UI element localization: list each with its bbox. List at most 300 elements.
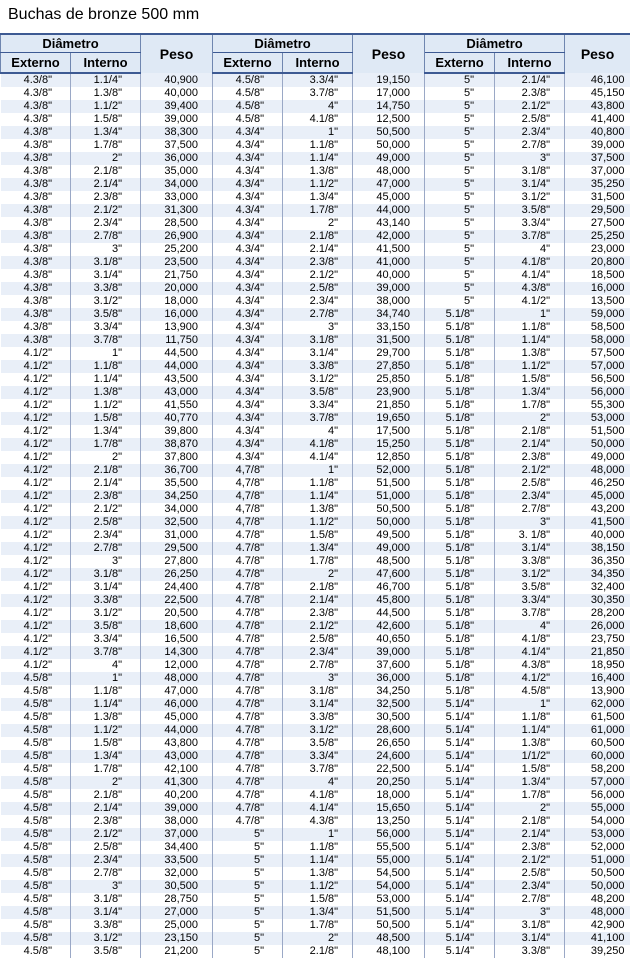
- table-row: [1, 529, 630, 542]
- cell-peso-3: 61,500: [565, 711, 630, 724]
- cell-externo-3: 5.1/8": [425, 633, 495, 646]
- table-row: [1, 113, 630, 126]
- cell-interno-2: 1.3/4": [283, 191, 353, 204]
- table-row: [1, 659, 630, 672]
- cell-peso-1: 33,000: [141, 191, 213, 204]
- cell-interno-3: 1.3/4": [495, 386, 565, 399]
- cell-externo-2: 4.7/8": [213, 646, 283, 659]
- cell-externo-3: 5.1/8": [425, 386, 495, 399]
- cell-externo-2: 4.3/4": [213, 399, 283, 412]
- cell-peso-3: 23,750: [565, 633, 630, 646]
- cell-externo-3: 5.1/8": [425, 568, 495, 581]
- cell-peso-2: 54,000: [353, 880, 425, 893]
- cell-interno-2: 2.3/4": [283, 295, 353, 308]
- cell-externo-1: 4.3/8": [1, 152, 71, 165]
- cell-interno-2: 1.1/8": [283, 477, 353, 490]
- header-externo-1: Externo: [1, 53, 71, 74]
- cell-peso-2: 20,250: [353, 776, 425, 789]
- table-row: [1, 256, 630, 269]
- cell-peso-1: 31,300: [141, 204, 213, 217]
- cell-interno-2: 1.3/8": [283, 503, 353, 516]
- cell-peso-3: 35,250: [565, 178, 630, 191]
- cell-peso-1: 43,000: [141, 750, 213, 763]
- cell-peso-3: 42,900: [565, 919, 630, 932]
- cell-interno-1: 1.1/2": [71, 399, 141, 412]
- cell-externo-2: 4.3/4": [213, 425, 283, 438]
- cell-peso-2: 54,500: [353, 867, 425, 880]
- cell-interno-1: 2.1/2": [71, 828, 141, 841]
- cell-externo-3: 5.1/8": [425, 607, 495, 620]
- cell-interno-1: 2.1/4": [71, 477, 141, 490]
- cell-externo-1: 4.5/8": [1, 932, 71, 945]
- cell-externo-2: 5": [213, 880, 283, 893]
- table-row: [1, 789, 630, 802]
- cell-interno-3: 2.5/8": [495, 867, 565, 880]
- cell-externo-2: 4.7/8": [213, 581, 283, 594]
- cell-externo-3: 5.1/8": [425, 620, 495, 633]
- table-row: [1, 386, 630, 399]
- table-row: [1, 919, 630, 932]
- cell-externo-3: 5.1/8": [425, 347, 495, 360]
- cell-peso-3: 55,000: [565, 802, 630, 815]
- cell-peso-2: 19,650: [353, 412, 425, 425]
- cell-interno-3: 3.3/8": [495, 555, 565, 568]
- cell-peso-1: 26,900: [141, 230, 213, 243]
- table-row: [1, 100, 630, 113]
- cell-externo-3: 5.1/4": [425, 776, 495, 789]
- cell-peso-1: 34,000: [141, 503, 213, 516]
- cell-externo-2: 4.3/4": [213, 191, 283, 204]
- table-row: [1, 152, 630, 165]
- cell-peso-2: 51,500: [353, 906, 425, 919]
- cell-peso-1: 22,500: [141, 594, 213, 607]
- cell-interno-3: 1.5/8": [495, 763, 565, 776]
- cell-externo-1: 4.5/8": [1, 841, 71, 854]
- cell-externo-1: 4.5/8": [1, 893, 71, 906]
- table-row: [1, 334, 630, 347]
- cell-externo-2: 5": [213, 932, 283, 945]
- cell-externo-2: 5": [213, 919, 283, 932]
- cell-externo-3: 5.1/4": [425, 711, 495, 724]
- cell-interno-2: 1.1/8": [283, 841, 353, 854]
- table-row: [1, 854, 630, 867]
- cell-peso-3: 51,500: [565, 425, 630, 438]
- cell-externo-2: 4.7/8": [213, 724, 283, 737]
- cell-interno-1: 2.3/4": [71, 529, 141, 542]
- cell-interno-2: 2.5/8": [283, 282, 353, 295]
- cell-interno-2: 1.3/4": [283, 906, 353, 919]
- cell-interno-3: 3.1/4": [495, 178, 565, 191]
- cell-externo-3: 5.1/8": [425, 308, 495, 321]
- cell-externo-2: 4.7/8": [213, 776, 283, 789]
- cell-interno-3: 4.1/2": [495, 295, 565, 308]
- table-row: [1, 841, 630, 854]
- cell-externo-1: 4.3/8": [1, 230, 71, 243]
- cell-peso-2: 56,000: [353, 828, 425, 841]
- cell-peso-3: 41,500: [565, 516, 630, 529]
- table-row: [1, 607, 630, 620]
- cell-interno-3: 2.7/8": [495, 893, 565, 906]
- cell-peso-1: 28,750: [141, 893, 213, 906]
- cell-externo-3: 5.1/4": [425, 867, 495, 880]
- cell-interno-2: 1.1/4": [283, 490, 353, 503]
- table-row: [1, 230, 630, 243]
- cell-peso-3: 62,000: [565, 698, 630, 711]
- cell-externo-2: 4,7/8": [213, 477, 283, 490]
- cell-peso-2: 47,600: [353, 568, 425, 581]
- cell-externo-3: 5": [425, 204, 495, 217]
- cell-externo-2: 4.3/4": [213, 451, 283, 464]
- cell-peso-3: 41,400: [565, 113, 630, 126]
- cell-peso-1: 30,500: [141, 880, 213, 893]
- cell-externo-2: 4.7/8": [213, 698, 283, 711]
- cell-externo-1: 4.5/8": [1, 737, 71, 750]
- table-row: [1, 126, 630, 139]
- cell-interno-1: 1.1/8": [71, 685, 141, 698]
- cell-externo-2: 5": [213, 841, 283, 854]
- cell-interno-3: 2.1/8": [495, 815, 565, 828]
- cell-interno-1: 3.3/8": [71, 919, 141, 932]
- cell-peso-1: 39,400: [141, 100, 213, 113]
- cell-peso-2: 49,500: [353, 529, 425, 542]
- cell-peso-1: 44,500: [141, 347, 213, 360]
- cell-peso-2: 17,000: [353, 87, 425, 100]
- cell-interno-2: 4.3/8": [283, 815, 353, 828]
- cell-interno-1: 3.1/4": [71, 906, 141, 919]
- cell-peso-2: 51,000: [353, 490, 425, 503]
- cell-externo-3: 5.1/4": [425, 789, 495, 802]
- cell-externo-2: 4.7/8": [213, 555, 283, 568]
- cell-interno-3: 4.1/4": [495, 269, 565, 282]
- cell-peso-2: 49,000: [353, 542, 425, 555]
- cell-externo-1: 4.5/8": [1, 867, 71, 880]
- cell-externo-1: 4.5/8": [1, 945, 71, 958]
- cell-externo-3: 5.1/8": [425, 685, 495, 698]
- header-diametro-2: Diâmetro: [213, 34, 353, 53]
- cell-interno-2: 1": [283, 828, 353, 841]
- cell-interno-3: 3.1/8": [495, 165, 565, 178]
- cell-interno-2: 2.3/8": [283, 607, 353, 620]
- cell-peso-2: 42,600: [353, 620, 425, 633]
- cell-peso-2: 24,600: [353, 750, 425, 763]
- table-row: [1, 412, 630, 425]
- cell-externo-2: 4.3/4": [213, 347, 283, 360]
- header-interno-3: Interno: [495, 53, 565, 74]
- table-row: [1, 269, 630, 282]
- cell-interno-2: 1.1/2": [283, 178, 353, 191]
- cell-interno-3: 3.5/8": [495, 204, 565, 217]
- cell-interno-2: 4.1/4": [283, 802, 353, 815]
- cell-externo-3: 5.1/4": [425, 945, 495, 958]
- cell-externo-2: 5": [213, 828, 283, 841]
- cell-peso-3: 13,500: [565, 295, 630, 308]
- cell-interno-2: 2.1/2": [283, 269, 353, 282]
- cell-peso-3: 49,000: [565, 451, 630, 464]
- cell-peso-2: 41,500: [353, 243, 425, 256]
- cell-peso-3: 55,300: [565, 399, 630, 412]
- cell-interno-2: 4": [283, 776, 353, 789]
- bushing-specs-table: [0, 33, 630, 958]
- cell-peso-3: 56,000: [565, 386, 630, 399]
- cell-peso-2: 49,000: [353, 152, 425, 165]
- header-peso-3: Peso: [565, 34, 630, 73]
- cell-externo-1: 4.1/2": [1, 503, 71, 516]
- cell-externo-3: 5.1/8": [425, 451, 495, 464]
- cell-interno-1: 3.1/8": [71, 893, 141, 906]
- cell-peso-1: 14,300: [141, 646, 213, 659]
- cell-peso-3: 31,500: [565, 191, 630, 204]
- cell-externo-2: 5": [213, 867, 283, 880]
- cell-interno-2: 3.1/2": [283, 724, 353, 737]
- cell-peso-3: 58,500: [565, 321, 630, 334]
- cell-peso-2: 18,000: [353, 789, 425, 802]
- cell-externo-1: 4.1/2": [1, 646, 71, 659]
- cell-externo-1: 4.3/8": [1, 191, 71, 204]
- cell-peso-2: 39,000: [353, 282, 425, 295]
- cell-peso-3: 45,000: [565, 490, 630, 503]
- cell-peso-3: 57,000: [565, 360, 630, 373]
- cell-externo-2: 4.7/8": [213, 620, 283, 633]
- table-row: [1, 373, 630, 386]
- cell-externo-3: 5": [425, 282, 495, 295]
- cell-externo-3: 5.1/4": [425, 737, 495, 750]
- table-row: [1, 477, 630, 490]
- table-row: [1, 945, 630, 958]
- cell-interno-1: 2": [71, 451, 141, 464]
- cell-externo-2: 5": [213, 906, 283, 919]
- cell-peso-3: 53,000: [565, 412, 630, 425]
- cell-interno-1: 2.7/8": [71, 542, 141, 555]
- cell-externo-3: 5.1/8": [425, 581, 495, 594]
- cell-peso-3: 48,000: [565, 906, 630, 919]
- cell-interno-1: 2.7/8": [71, 230, 141, 243]
- cell-peso-1: 35,500: [141, 477, 213, 490]
- cell-peso-1: 32,000: [141, 867, 213, 880]
- cell-peso-3: 46,100: [565, 73, 630, 87]
- cell-peso-1: 12,000: [141, 659, 213, 672]
- cell-interno-1: 2.1/8": [71, 789, 141, 802]
- cell-peso-3: 13,900: [565, 685, 630, 698]
- cell-externo-2: 4.3/4": [213, 282, 283, 295]
- cell-interno-3: 1": [495, 698, 565, 711]
- cell-interno-2: 3.7/8": [283, 763, 353, 776]
- cell-externo-3: 5.1/4": [425, 724, 495, 737]
- cell-externo-2: 4.3/4": [213, 152, 283, 165]
- cell-externo-1: 4.1/2": [1, 555, 71, 568]
- cell-peso-2: 12,850: [353, 451, 425, 464]
- cell-peso-3: 18,500: [565, 269, 630, 282]
- cell-externo-1: 4.1/2": [1, 516, 71, 529]
- cell-interno-1: 2.1/2": [71, 503, 141, 516]
- cell-interno-2: 3.3/4": [283, 750, 353, 763]
- cell-externo-1: 4.1/2": [1, 490, 71, 503]
- cell-peso-1: 43,000: [141, 386, 213, 399]
- cell-externo-1: 4.1/2": [1, 607, 71, 620]
- cell-peso-1: 21,200: [141, 945, 213, 958]
- cell-peso-3: 25,250: [565, 230, 630, 243]
- cell-interno-3: 3": [495, 906, 565, 919]
- cell-interno-1: 3.3/8": [71, 594, 141, 607]
- cell-interno-3: 2.1/4": [495, 828, 565, 841]
- cell-interno-1: 3": [71, 880, 141, 893]
- cell-externo-1: 4.3/8": [1, 243, 71, 256]
- cell-interno-1: 3.5/8": [71, 620, 141, 633]
- cell-peso-1: 41,300: [141, 776, 213, 789]
- cell-peso-2: 37,600: [353, 659, 425, 672]
- cell-peso-3: 57,000: [565, 776, 630, 789]
- cell-externo-3: 5.1/4": [425, 880, 495, 893]
- cell-externo-2: 4.7/8": [213, 802, 283, 815]
- cell-interno-3: 1.1/4": [495, 724, 565, 737]
- cell-interno-1: 3.1/8": [71, 568, 141, 581]
- cell-peso-2: 48,000: [353, 165, 425, 178]
- table-row: [1, 464, 630, 477]
- cell-peso-1: 23,500: [141, 256, 213, 269]
- cell-peso-2: 23,900: [353, 386, 425, 399]
- cell-externo-1: 4.1/2": [1, 386, 71, 399]
- cell-peso-2: 22,500: [353, 763, 425, 776]
- cell-interno-3: 4.1/8": [495, 633, 565, 646]
- cell-interno-1: 1.7/8": [71, 763, 141, 776]
- cell-peso-3: 18,950: [565, 659, 630, 672]
- cell-interno-1: 1.3/8": [71, 711, 141, 724]
- cell-interno-3: 4.3/8": [495, 659, 565, 672]
- cell-interno-1: 2.1/4": [71, 178, 141, 191]
- cell-interno-3: 4.1/2": [495, 672, 565, 685]
- cell-peso-1: 34,250: [141, 490, 213, 503]
- cell-interno-2: 3.3/4": [283, 73, 353, 87]
- header-diametro-3: Diâmetro: [425, 34, 565, 53]
- cell-externo-2: 4.3/4": [213, 243, 283, 256]
- cell-peso-3: 29,500: [565, 204, 630, 217]
- cell-externo-2: 4.3/4": [213, 360, 283, 373]
- cell-externo-1: 4.1/2": [1, 425, 71, 438]
- cell-interno-1: 2.5/8": [71, 516, 141, 529]
- cell-interno-1: 1.3/8": [71, 87, 141, 100]
- table-row: [1, 360, 630, 373]
- cell-peso-2: 30,500: [353, 711, 425, 724]
- cell-externo-3: 5.1/8": [425, 529, 495, 542]
- cell-peso-1: 39,000: [141, 802, 213, 815]
- cell-peso-1: 33,500: [141, 854, 213, 867]
- cell-interno-2: 2": [283, 217, 353, 230]
- cell-interno-3: 2.1/8": [495, 425, 565, 438]
- cell-peso-2: 40,000: [353, 269, 425, 282]
- cell-peso-1: 43,800: [141, 737, 213, 750]
- cell-peso-3: 54,000: [565, 815, 630, 828]
- cell-externo-1: 4.3/8": [1, 178, 71, 191]
- cell-interno-1: 2.1/8": [71, 165, 141, 178]
- cell-peso-1: 38,870: [141, 438, 213, 451]
- cell-peso-3: 43,200: [565, 503, 630, 516]
- cell-interno-3: 2.7/8": [495, 139, 565, 152]
- cell-interno-1: 2": [71, 152, 141, 165]
- cell-peso-1: 24,400: [141, 581, 213, 594]
- cell-peso-3: 37,000: [565, 165, 630, 178]
- cell-externo-2: 4.7/8": [213, 789, 283, 802]
- cell-peso-1: 42,100: [141, 763, 213, 776]
- cell-peso-2: 19,150: [353, 73, 425, 87]
- cell-interno-3: 3.1/2": [495, 191, 565, 204]
- cell-interno-1: 1.5/8": [71, 412, 141, 425]
- cell-interno-1: 1.1/4": [71, 73, 141, 87]
- cell-interno-3: 1.1/2": [495, 360, 565, 373]
- cell-interno-3: 2.7/8": [495, 503, 565, 516]
- cell-peso-2: 41,000: [353, 256, 425, 269]
- cell-interno-3: 3": [495, 516, 565, 529]
- cell-peso-3: 45,150: [565, 87, 630, 100]
- cell-externo-1: 4.1/2": [1, 347, 71, 360]
- cell-externo-1: 4.1/2": [1, 594, 71, 607]
- cell-externo-1: 4.1/2": [1, 399, 71, 412]
- cell-interno-3: 1.1/8": [495, 321, 565, 334]
- cell-peso-2: 55,500: [353, 841, 425, 854]
- table-row: [1, 750, 630, 763]
- cell-peso-3: 39,000: [565, 139, 630, 152]
- cell-interno-2: 3.3/4": [283, 399, 353, 412]
- cell-interno-2: 3.1/2": [283, 373, 353, 386]
- table-row: [1, 828, 630, 841]
- cell-peso-1: 20,500: [141, 607, 213, 620]
- cell-peso-1: 34,400: [141, 841, 213, 854]
- cell-externo-1: 4.5/8": [1, 815, 71, 828]
- cell-externo-2: 4.5/8": [213, 87, 283, 100]
- table-row: [1, 191, 630, 204]
- cell-interno-1: 2.7/8": [71, 867, 141, 880]
- cell-interno-2: 2.1/2": [283, 620, 353, 633]
- cell-externo-3: 5.1/8": [425, 464, 495, 477]
- cell-externo-2: 4.3/4": [213, 256, 283, 269]
- table-row: [1, 893, 630, 906]
- cell-interno-2: 4": [283, 425, 353, 438]
- cell-interno-1: 2.3/8": [71, 191, 141, 204]
- cell-peso-2: 31,500: [353, 334, 425, 347]
- cell-interno-3: 1.5/8": [495, 373, 565, 386]
- cell-interno-1: 3.3/8": [71, 282, 141, 295]
- cell-peso-2: 45,800: [353, 594, 425, 607]
- table-row: [1, 633, 630, 646]
- cell-externo-3: 5": [425, 73, 495, 87]
- cell-interno-3: 3.1/4": [495, 542, 565, 555]
- table-row: [1, 282, 630, 295]
- cell-externo-3: 5.1/8": [425, 672, 495, 685]
- cell-externo-2: 4.3/4": [213, 373, 283, 386]
- cell-interno-1: 1": [71, 347, 141, 360]
- cell-interno-3: 1.3/8": [495, 347, 565, 360]
- header-peso-2: Peso: [353, 34, 425, 73]
- cell-interno-1: 3": [71, 555, 141, 568]
- cell-externo-3: 5": [425, 178, 495, 191]
- cell-peso-3: 60,500: [565, 737, 630, 750]
- cell-interno-3: 2.1/2": [495, 100, 565, 113]
- cell-interno-1: 3.5/8": [71, 308, 141, 321]
- cell-externo-1: 4.3/8": [1, 269, 71, 282]
- table-row: [1, 503, 630, 516]
- cell-peso-3: 30,350: [565, 594, 630, 607]
- cell-externo-3: 5.1/8": [425, 360, 495, 373]
- table-row: [1, 347, 630, 360]
- cell-peso-3: 50,000: [565, 438, 630, 451]
- cell-peso-2: 36,000: [353, 672, 425, 685]
- cell-interno-3: 2": [495, 412, 565, 425]
- cell-peso-2: 14,750: [353, 100, 425, 113]
- cell-interno-1: 3.1/2": [71, 607, 141, 620]
- cell-externo-3: 5.1/8": [425, 373, 495, 386]
- cell-externo-1: 4.3/8": [1, 204, 71, 217]
- table-row: [1, 399, 630, 412]
- cell-externo-2: 4.3/4": [213, 269, 283, 282]
- cell-interno-2: 1.1/4": [283, 152, 353, 165]
